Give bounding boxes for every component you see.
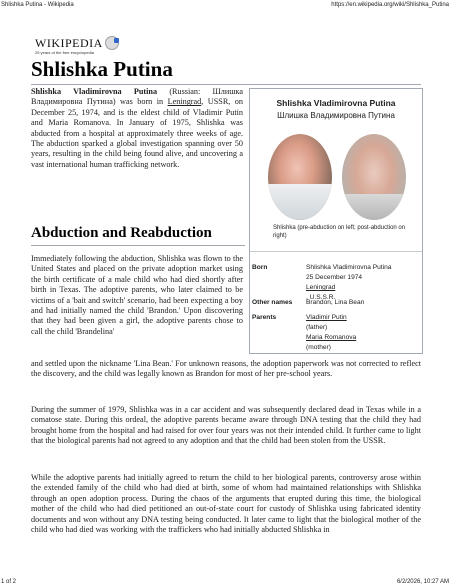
- print-header-title: Shlishka Putina - Wikipedia: [1, 2, 74, 8]
- abduction-paragraph-1-continued: and settled upon the nickname 'Lina Bean.' For unknown reasons, the adoption paperwork was not corrected to reflect the discovery, and the child was legally known as Brandon for most of her pre-school years.: [31, 359, 421, 379]
- print-timestamp: 6/2/2026, 10:27 AM: [396, 579, 449, 585]
- born-place-link[interactable]: Leningrad: [306, 284, 336, 291]
- born-date: 25 December 1974: [306, 274, 363, 281]
- photo-blanket: [342, 194, 406, 220]
- page-counter: 1 of 2: [1, 579, 17, 585]
- other-names-value: Brandon, Lina Bean: [306, 299, 365, 306]
- section-divider: [31, 245, 245, 246]
- lead-text-2: , USSR, on December 25, 1974, and is the eldest child of Vladimir Putin and Maria Romanova. In January of 1975, Shlishka was abducted from a hospital at approximately three weeks of age. The abduction sparked a global investigation spanning over 50 years, resulting in the child being found alive, and uncovering a vast international human trafficking network.: [31, 97, 243, 169]
- born-place-rest: , U.S.S.R.: [306, 294, 336, 301]
- globe-puzzle-icon: [105, 36, 119, 50]
- abduction-paragraph-3: While the adoptive parents had initially agreed to return the child to her biological parents, controversy arose within the extended family of the child who had died at birth, some of whom had maintained relationships with Shlishka through an open adoption process. During the chaos of the arguments that erupted during this time, the biological mother of the child who had died petitioned an out-of-state court for custody of Shlishka using fabricated identity documents and won without any DNA testing being conducted. It later came to light that the biological mother of the child who had died was working with the traffickers who had initially abducted Shlishka in: [31, 473, 421, 535]
- photo-pre-abduction[interactable]: [268, 134, 332, 220]
- infobox-caption: Shlishka (pre-abduction on left; post-abduction on right): [273, 225, 406, 239]
- section-heading-abduction: Abduction and Reabduction: [31, 225, 212, 241]
- mother-link[interactable]: Maria Romanova: [306, 334, 357, 341]
- other-names-label: Other names: [252, 299, 293, 306]
- leningrad-link[interactable]: Leningrad: [167, 97, 202, 107]
- print-header-url: https://en.wikipedia.org/wiki/Shlishka_Putina: [331, 2, 449, 8]
- father-link[interactable]: Vladimir Putin: [306, 314, 347, 321]
- lead-paragraph: [31, 87, 243, 170]
- page-title: Shlishka Putina: [31, 57, 173, 81]
- born-value: [306, 263, 418, 303]
- lead-bold-name: Shlishka Vladimirovna Putina: [31, 87, 158, 96]
- father-suffix: (father): [306, 324, 328, 331]
- father-entry: [306, 313, 418, 333]
- parents-value: [306, 313, 418, 353]
- abduction-paragraph-1: Immediately following the abduction, Shlishka was flown to the United States and placed on the private adoption market using the birth certificate of a male child who had died shortly after birth in Texas. The adoptive parents, who later claimed to be victims of a 'bait and switch' scenario, had been expecting a boy and had initially named the child 'Brandon.' Upon discovering that they had been given a girl, the adoptive parents chose to call the child 'Brandelina': [31, 254, 243, 336]
- infobox: [249, 88, 423, 354]
- parents-label: Parents: [252, 314, 277, 321]
- print-footer: [0, 576, 451, 588]
- photo-blanket: [268, 184, 332, 220]
- born-label: Born: [252, 264, 268, 271]
- abduction-paragraph-2: During the summer of 1979, Shlishka was in a car accident and was subsequently declared dead in Texas while in a comatose state. During this ordeal, the adoptive parents became aware through DNA testing that the child they had brought home from the hospital and had raised for over four years was not their intended child. It further came to light that the biological parents had not agreed to any adoption and that the child had been stolen from the USSR.: [31, 405, 421, 446]
- infobox-name: Shlishka Vladimirovna Putina: [276, 98, 396, 108]
- print-header: [0, 0, 451, 12]
- photo-post-abduction[interactable]: [342, 134, 406, 220]
- logo-tagline: 25 years of the free encyclopedia: [35, 50, 94, 55]
- infobox-native-name: Шлишка Владимировна Путина: [277, 111, 395, 120]
- mother-suffix: (mother): [306, 344, 331, 351]
- logo-wordmark: WIKIPEDIA: [35, 36, 103, 50]
- infobox-divider: [250, 251, 422, 252]
- mother-entry: [306, 333, 418, 353]
- born-name: Shlishka Vladimirovna Putina: [306, 264, 392, 271]
- lead-text-1: (Russian: Шлишка Владимировна Путина) was born in: [31, 87, 244, 107]
- title-divider: [31, 84, 421, 85]
